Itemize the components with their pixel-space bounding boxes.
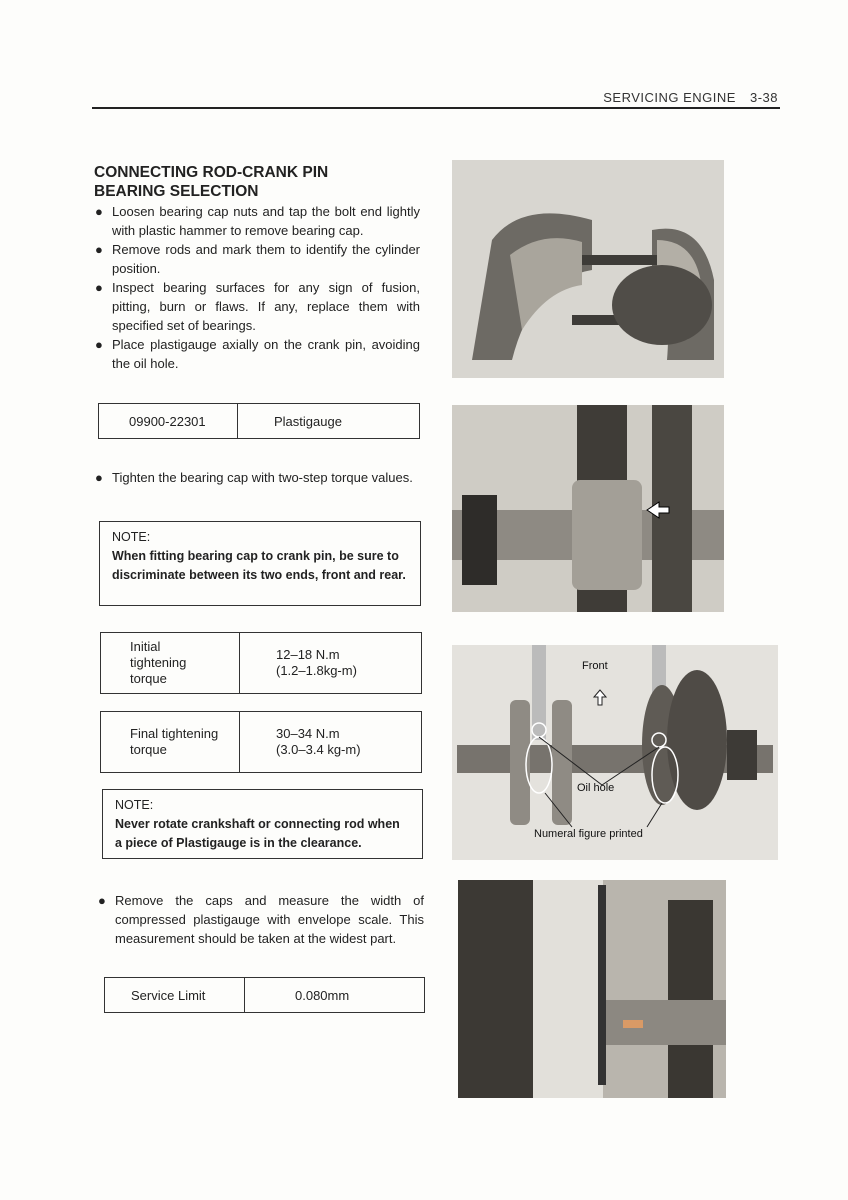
list-item: ● Tighten the bearing cap with two-step torque values. [95,470,413,485]
bullet-list [95,202,420,373]
service-limit-value: 0.080mm [295,987,350,1003]
note-box [99,521,421,606]
torque-value: 12–18 N.m [276,647,340,662]
tool-number: 09900-22301 [129,413,206,429]
torque-label: Final tightening torque [130,726,219,757]
torque-label: Initial tightening torque [130,639,187,686]
service-limit-table [104,977,425,1013]
section-heading [94,163,328,201]
list-item: ● Loosen bearing cap nuts and tap the bolt end lightly with plastic hammer to remove bearing cap. [95,204,420,238]
label-front: Front [582,660,608,672]
note-text: When fitting bearing cap to crank pin, be sure to discriminate between its two ends, front and rear. [112,549,406,582]
torque-final-table [100,711,422,773]
page-header [589,90,778,105]
section-title: SERVICING ENGINE [603,90,736,105]
list-item: ● Remove rods and mark them to identify the cylinder position. [95,242,420,276]
list-item: ● Remove the caps and measure the width of compressed plastigauge with envelope scale. This measurement should be taken at the widest part. [98,893,424,946]
torque-value-kgm: (3.0–3.4 kg-m) [276,742,361,757]
photo-plastigauge-measure [458,880,726,1098]
photo-crank-pin [452,405,724,612]
label-oil-hole: Oil hole [577,782,615,794]
list-item: ● Inspect bearing surfaces for any sign of fusion, pitting, burn or flaws. If any, replace them with specified set of bearings. [95,280,420,333]
note-label: NOTE: [112,530,151,544]
service-limit-label: Service Limit [131,987,206,1003]
header-rule [92,107,780,109]
note-text: Never rotate crankshaft or connecting rod when a piece of Plastigauge is in the clearance. [115,817,400,850]
torque-initial-table [100,632,422,694]
torque-value-kgm: (1.2–1.8kg-m) [276,663,357,678]
photo-bearing-cap [452,160,724,378]
crankshaft-image [452,405,724,612]
label-numeral-figure: Numeral figure printed [534,828,643,840]
heading-line: BEARING SELECTION [94,183,259,200]
tool-name: Plastigauge [274,413,342,429]
tool-table [98,403,420,439]
page-number: 3-38 [749,90,778,105]
photo-crankshaft-oil-hole [452,645,778,860]
note-box [102,789,423,859]
envelope-scale-image [458,880,726,1098]
torque-value: 30–34 N.m [276,726,340,741]
list-item: ● Place plastigauge axially on the crank pin, avoiding the oil hole. [95,337,420,371]
heading-line: CONNECTING ROD-CRANK PIN [94,164,329,181]
connecting-rod-image [452,160,724,378]
note-label: NOTE: [115,798,154,812]
